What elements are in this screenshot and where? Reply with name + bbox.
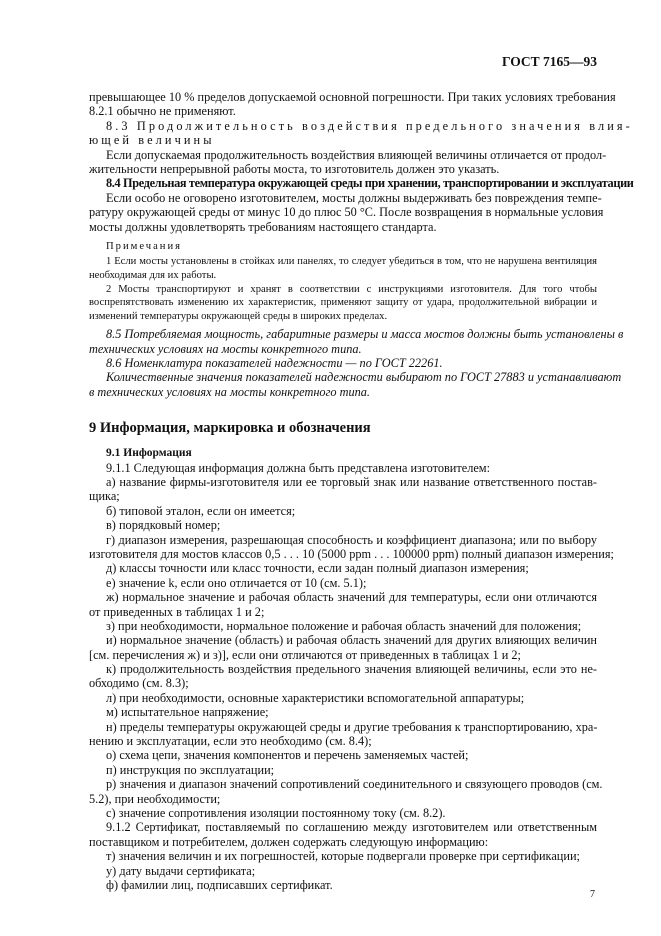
- text-line: с) значение сопротивления изоляции постоянному току (см. 8.2).: [106, 805, 446, 820]
- document-body: [89, 90, 634, 892]
- text-line: технических условиях на мосты конкретного типа.: [89, 341, 362, 356]
- paragraph: [89, 561, 597, 575]
- text-line: н) пределы температуры окружающей среды и другие требования к транспортированию, хра-: [106, 719, 598, 734]
- note-paragraph: [89, 283, 597, 323]
- document-header-standard-number: ГОСТ 7165—93: [501, 54, 597, 69]
- paragraph: [89, 763, 597, 777]
- text-line: 8.2.1 обычно не применяют.: [89, 104, 236, 119]
- text-line: необходимая для их работы.: [89, 269, 217, 281]
- text-line: [см. перечисления ж) и з)], если они отличаются от приведенных в таблицах 1 и 2;: [89, 647, 521, 662]
- paragraph: [89, 190, 604, 234]
- paragraph: [89, 806, 597, 820]
- text-line: д) классы точности или класс точности, если задан полный диапазон измерения;: [106, 561, 529, 576]
- paragraph: [89, 118, 633, 148]
- text-line: обходимо (см. 8.3);: [89, 676, 189, 691]
- text-line: изготовителя для мостов классов 0,5 . . . 10 (5000 ppm . . . 100000 ppm) полный диапазон измерения;: [89, 546, 614, 561]
- paragraph: [89, 691, 597, 705]
- paragraph: [89, 147, 607, 177]
- paragraph: [89, 475, 597, 504]
- text-line: 8.4 Предельная температура окружающей среды при хранении, транспортировании и эксплуатации: [106, 176, 634, 191]
- paragraph: [89, 461, 597, 475]
- paragraph: [89, 176, 634, 191]
- text-line: воспрепятствовать изменению их характеристик, применяют защиту от удара, продолжительной вибрации и: [89, 297, 597, 309]
- text-line: 9 Информация, маркировка и обозначения: [89, 420, 371, 437]
- text-line: от приведенных в таблицах 1 и 2;: [89, 604, 265, 619]
- text-line: 8.6 Номенклатура показателей надежности — по ГОСТ 22261.: [106, 356, 443, 371]
- text-line: л) при необходимости, основные характеристики вспомогательной аппаратуры;: [106, 690, 525, 705]
- text-line: Примечания: [106, 240, 182, 252]
- paragraph: [89, 777, 603, 806]
- text-line: щика;: [89, 489, 120, 504]
- text-line: 5.2), при необходимости;: [89, 791, 221, 806]
- text-line: Если допускаемая продолжительность воздействия влияющей величины отличается от продол-: [106, 147, 607, 162]
- text-line: 9.1.2 Сертификат, поставляемый по соглашению между изготовителем или ответственным: [106, 820, 597, 835]
- paragraph: [89, 878, 597, 892]
- text-line: 9.1.1 Следующая информация должна быть представлена изготовителем:: [106, 460, 491, 475]
- paragraph: [89, 633, 597, 662]
- text-line: г) диапазон измерения, разрешающая способность и коэффициент диапазона; или по выбору: [106, 532, 597, 547]
- paragraph: [89, 820, 597, 849]
- text-line: ж) нормальное значение и рабочая область значений для температуры, если они отличаются: [106, 590, 597, 605]
- text-line: превышающее 10 % пределов допускаемой основной погрешности. При таких условиях требования: [89, 90, 616, 104]
- paragraph: [89, 370, 622, 399]
- text-line: и) нормальное значение (область) и рабочая область значений для других влияющих величин: [106, 633, 597, 648]
- text-line: у) дату выдачи сертификата;: [106, 863, 256, 878]
- paragraph: [89, 849, 597, 863]
- text-line: Количественные значения показателей надежности выбирают по ГОСТ 27883 и устанавливают: [106, 370, 622, 385]
- text-line: 8.3 Продолжительность воздействия предельного значения влия-: [106, 118, 633, 133]
- text-line: к) продолжительность воздействия предельного значения влияющей величины, если это не-: [106, 662, 597, 677]
- paragraph: [89, 576, 597, 590]
- paragraph: [89, 864, 597, 878]
- text-line: о) схема цепи, значения компонентов и перечень заменяемых частей;: [106, 748, 469, 763]
- notes-title: [89, 240, 597, 254]
- text-line: нению и эксплуатации, если это необходимо (см. 8.4);: [89, 734, 372, 749]
- text-line: а) название фирмы-изготовителя или ее торговый знак или название ответственного постав-: [106, 474, 597, 489]
- paragraph: [89, 518, 597, 532]
- paragraph: [89, 532, 614, 562]
- text-line: мосты должны удовлетворять требованиям настоящего стандарта.: [89, 219, 437, 234]
- paragraph: [89, 748, 597, 762]
- text-line: е) значение k, если оно отличается от 10 (см. 5.1);: [106, 575, 367, 590]
- paragraph: [89, 662, 597, 691]
- section-heading: [89, 420, 597, 437]
- paragraph: [89, 327, 624, 356]
- paragraph: [89, 720, 597, 749]
- text-line: ратуру окружающей среды от минус 10 до плюс 50 °С. После возвращения в нормальные условия: [89, 205, 604, 220]
- note-paragraph: [89, 255, 597, 282]
- text-line: жительности непрерывной работы моста, то изготовитель должен это указать.: [89, 161, 500, 176]
- text-line: 9.1 Информация: [106, 447, 192, 460]
- text-line: р) значения и диапазон значений сопротивлений соединительного и связующего проводов (см.: [106, 777, 603, 792]
- text-line: п) инструкция по эксплуатации;: [106, 762, 275, 777]
- paragraph: [89, 90, 616, 119]
- text-line: изменений температуры окружающей среды в широких пределах.: [89, 310, 388, 322]
- paragraph: [89, 590, 597, 619]
- paragraph: [89, 619, 597, 633]
- text-line: в технических условиях на мосты конкретного типа.: [89, 384, 370, 399]
- text-line: б) типовой эталон, если он имеется;: [106, 503, 296, 518]
- paragraph: [89, 504, 597, 518]
- text-line: т) значения величин и их погрешностей, которые подвергали проверке при сертификации;: [106, 849, 580, 864]
- text-line: в) порядковый номер;: [106, 518, 221, 533]
- text-line: ф) фамилии лиц, подписавших сертификат.: [106, 877, 333, 892]
- text-line: Если особо не оговорено изготовителем, мосты должны выдерживать без повреждения темпе-: [106, 190, 602, 205]
- text-line: 1 Если мосты установлены в стойках или панелях, то следует убедиться в том, что не нарушена вентиляция: [106, 256, 597, 268]
- text-line: поставщиком и потребителем, должен содержать следующую информацию:: [89, 834, 489, 849]
- paragraph: [89, 705, 597, 719]
- paragraph: [89, 356, 597, 370]
- text-line: з) при необходимости, нормальное положение и рабочая область значений для положения;: [106, 618, 582, 633]
- text-line: ющей величины: [89, 133, 215, 148]
- text-line: 8.5 Потребляемая мощность, габаритные размеры и масса мостов должны быть установлены в: [106, 327, 624, 342]
- text-line: м) испытательное напряжение;: [106, 705, 269, 720]
- subsection-heading: [89, 446, 597, 460]
- page-number: 7: [590, 889, 595, 900]
- text-line: 2 Мосты транспортируют и хранят в соответствии с инструкциями изготовителя. Для того чтобы: [106, 284, 597, 296]
